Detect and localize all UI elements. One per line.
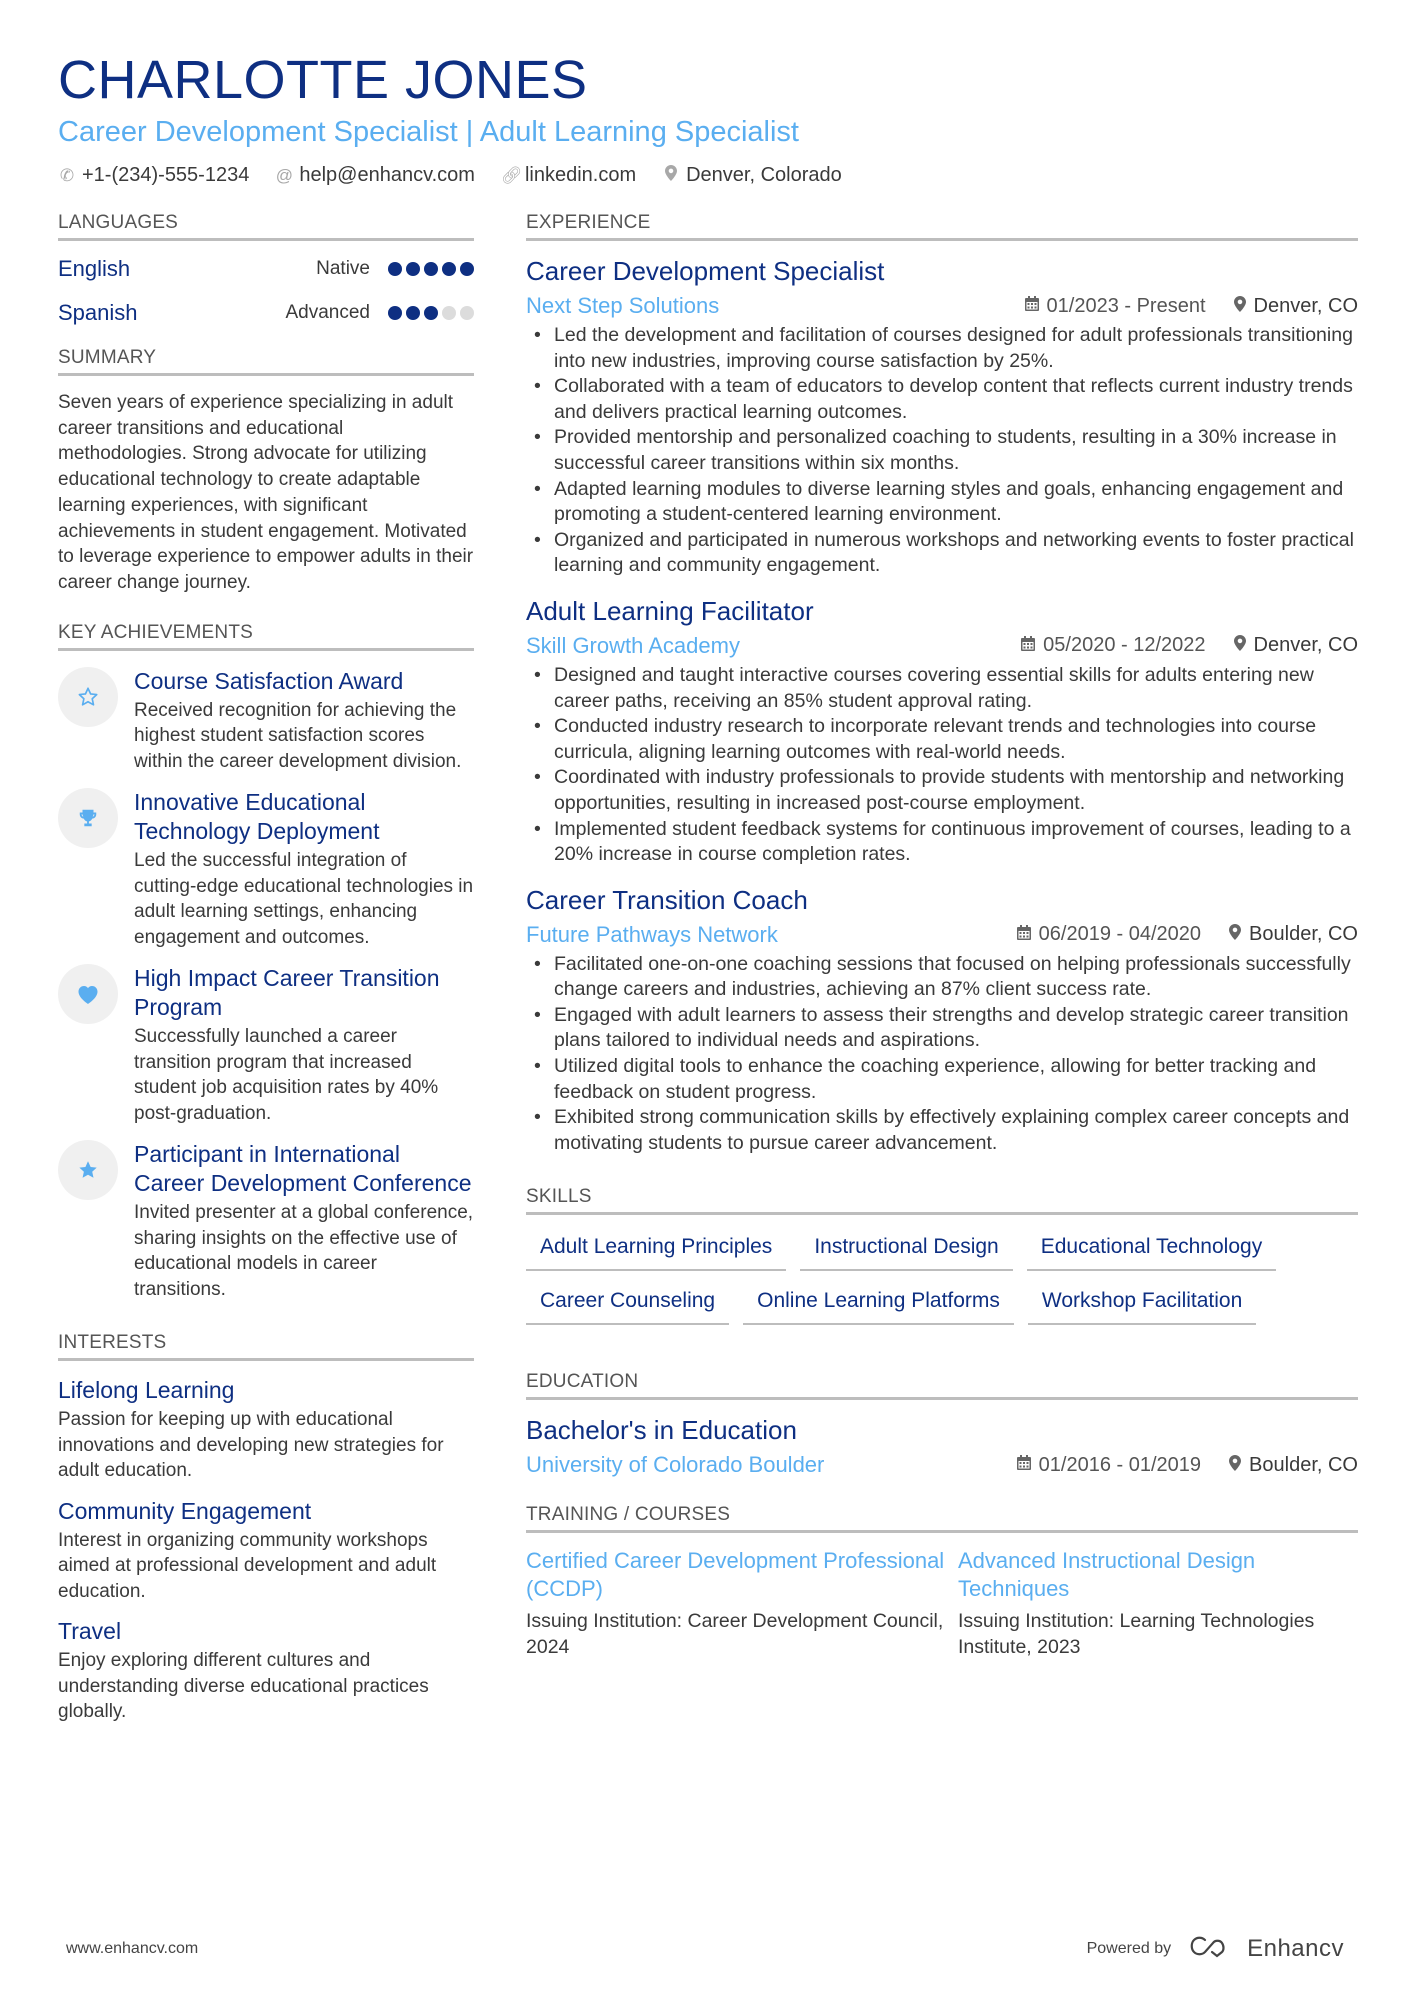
language-item (58, 291, 474, 335)
trophy-icon (58, 788, 118, 848)
proficiency-dots (388, 262, 474, 276)
section-heading: TRAINING / COURSES (526, 1504, 1358, 1533)
powered-by-text: Powered by (1086, 1939, 1172, 1957)
skills-list (526, 1231, 1358, 1325)
location-icon (1234, 635, 1246, 656)
bullet-item: • Engaged with adult learners to assess their strengths and develop strategic career transition plans tailored to individual needs and aspirations. (526, 1003, 1358, 1054)
proficiency-dots (388, 306, 474, 320)
job-title: Career Transition Coach (526, 884, 808, 915)
language-item (58, 247, 474, 291)
interest-desc: Interest in organizing community workshops aimed at professional development and adult education. (58, 1529, 437, 1602)
job-location: Boulder, CO (1249, 923, 1358, 946)
achievement-item (58, 667, 474, 775)
job-title: Adult Learning Facilitator (526, 595, 814, 626)
bullet-item: • Led the development and facilitation of courses designed for adult professionals transitioning into new industries, improving course satisfaction by 25%. (526, 323, 1358, 374)
job-entry (526, 884, 1358, 1157)
skill-tag: Career Counseling (526, 1285, 729, 1325)
summary-section (58, 347, 474, 596)
job-location: Denver, CO (1253, 634, 1358, 657)
school-name: University of Colorado Boulder (526, 1452, 825, 1478)
job-location: Denver, CO (1253, 294, 1358, 317)
interest-desc: Enjoy exploring different cultures and understanding diverse educational practices globally. (58, 1650, 429, 1723)
course-title: Certified Career Development Professional (CCDP) (526, 1548, 945, 1602)
job-dates: 05/2020 - 12/2022 (1043, 634, 1206, 657)
phone-text: +1-(234)-555-1234 (82, 164, 250, 186)
contact-linkedin[interactable] (501, 164, 636, 187)
bullet-item: • Utilized digital tools to enhance the coaching experience, allowing for better tracking and feedback on student progress. (526, 1054, 1358, 1105)
achievement-desc: Received recognition for achieving the highest student satisfaction scores within the career development division. (134, 699, 462, 772)
company-name: Next Step Solutions (526, 293, 720, 318)
achievements-section (58, 622, 474, 1303)
education-dates: 01/2016 - 01/2019 (1038, 1453, 1202, 1476)
achievement-desc: Invited presenter at a global conference, sharing insights on the effective use of educational models in career transitions. (134, 1202, 474, 1300)
achievement-title: High Impact Career Transition Program (134, 965, 440, 1021)
skills-section (526, 1186, 1358, 1325)
star-outline-icon (58, 667, 118, 727)
section-heading: LANGUAGES (58, 212, 474, 241)
footer-branding (1087, 1934, 1344, 1963)
section-heading: KEY ACHIEVEMENTS (58, 622, 474, 651)
course-title: Advanced Instructional Design Techniques (958, 1548, 1256, 1602)
location-text: Denver, Colorado (686, 164, 842, 186)
job-dates: 06/2019 - 04/2020 (1038, 923, 1202, 946)
bullet-item: • Designed and taught interactive courses covering essential skills for adults entering new career paths, receiving an 85% student approval rating. (526, 663, 1358, 714)
location-icon (1229, 924, 1241, 945)
contact-phone (58, 164, 249, 187)
job-entry (526, 255, 1358, 579)
resume-header (58, 48, 1358, 187)
section-heading: SKILLS (526, 1186, 1358, 1215)
contact-email[interactable] (275, 164, 475, 187)
footer-website[interactable]: www.enhancv.com (66, 1940, 199, 1957)
skill-tag: Instructional Design (800, 1231, 1012, 1271)
course-item (526, 1547, 958, 1660)
location-icon (1234, 296, 1246, 317)
bullet-item: • Adapted learning modules to diverse learning styles and goals, enhancing engagement and promoting a student-centered learning environment. (526, 477, 1358, 528)
job-bullets (526, 952, 1358, 1157)
skill-tag: Online Learning Platforms (743, 1285, 1014, 1325)
star-filled-icon (58, 1140, 118, 1200)
job-bullets (526, 663, 1358, 868)
course-desc: Issuing Institution: Career Development Council, 2024 (526, 1610, 944, 1658)
language-level: Native (316, 258, 370, 279)
bullet-item: • Conducted industry research to incorporate relevant trends and technologies into course curricula, aligning learning outcomes with real-world needs. (526, 714, 1358, 765)
brand-name: Enhancv (1247, 1934, 1344, 1962)
contact-location (662, 164, 842, 187)
experience-section (526, 212, 1358, 1156)
interest-title: Lifelong Learning (58, 1377, 235, 1404)
course-item (958, 1547, 1358, 1660)
calendar-icon (1017, 1455, 1031, 1475)
achievement-title: Course Satisfaction Award (134, 667, 404, 694)
interest-title: Community Engagement (58, 1497, 312, 1524)
location-icon (1229, 1455, 1241, 1476)
section-heading: EDUCATION (526, 1371, 1358, 1400)
summary-text: Seven years of experience specializing in adult career transitions and educational methodologies. Strong advocate for utilizing educational technology to create adaptable learning experiences, with significant achievements in student engagement. Motivated to leverage experience to empower adults in their career change journey. (58, 392, 474, 593)
calendar-icon (1021, 636, 1035, 656)
achievement-item (58, 964, 474, 1126)
achievement-title: Participant in International Career Development Conference (134, 1141, 472, 1197)
job-dates: 01/2023 - Present (1046, 294, 1206, 317)
right-column (526, 212, 1358, 1660)
degree-title: Bachelor's in Education (526, 1415, 797, 1446)
education-section (526, 1371, 1358, 1480)
section-heading: SUMMARY (58, 347, 474, 376)
candidate-name: CHARLOTTE JONES (58, 50, 588, 110)
company-name: Future Pathways Network (526, 921, 778, 947)
interest-title: Travel (58, 1618, 122, 1645)
linkedin-text[interactable]: linkedin.com (524, 164, 637, 186)
course-desc: Issuing Institution: Learning Technologies Institute, 2023 (958, 1610, 1315, 1658)
interest-desc: Passion for keeping up with educational innovations and developing new strategies for adult education. (58, 1409, 444, 1482)
bullet-item: • Coordinated with industry professionals to provide students with mentorship and networking opportunities, resulting in increased post-course employment. (526, 765, 1358, 816)
achievement-item (58, 788, 474, 950)
enhancv-logo-icon (1185, 1934, 1233, 1963)
location-icon (662, 165, 680, 186)
languages-section (58, 212, 474, 335)
achievement-desc: Successfully launched a career transition program that increased student job acquisition rates by 40% post-graduation. (134, 1026, 439, 1124)
job-title: Career Development Specialist (526, 256, 885, 286)
contact-bar (58, 164, 1358, 187)
section-heading: INTERESTS (58, 1332, 474, 1361)
training-section (526, 1504, 1358, 1660)
bullet-item: • Exhibited strong communication skills by effectively explaining complex career concepts and motivating students to pursue career advancement. (526, 1105, 1358, 1156)
interests-section (58, 1332, 474, 1725)
skill-tag: Adult Learning Principles (526, 1231, 786, 1271)
language-name: English (58, 256, 131, 281)
achievement-title: Innovative Educational Technology Deployment (134, 789, 380, 845)
heart-icon (58, 964, 118, 1024)
language-level: Advanced (285, 302, 370, 323)
skill-tag: Workshop Facilitation (1028, 1285, 1256, 1325)
bullet-item: • Facilitated one-on-one coaching sessions that focused on helping professionals successfully change careers and industries, achieving an 87% client success rate. (526, 952, 1358, 1003)
section-heading: EXPERIENCE (526, 212, 1358, 241)
language-name: Spanish (58, 300, 138, 325)
at-icon: @ (275, 165, 293, 185)
achievement-item (58, 1140, 474, 1302)
job-entry (526, 595, 1358, 868)
job-bullets (526, 323, 1358, 579)
bullet-item: • Implemented student feedback systems for continuous improvement of courses, leading to a 20% increase in course completion rates. (526, 817, 1358, 868)
calendar-icon (1025, 296, 1039, 316)
bullet-item: • Collaborated with a team of educators to develop content that reflects current industry trends and delivers practical learning outcomes. (526, 374, 1358, 425)
skill-tag: Educational Technology (1027, 1231, 1276, 1271)
bullet-item: • Organized and participated in numerous workshops and networking events to foster practical learning and community engagement. (526, 528, 1358, 579)
achievement-desc: Led the successful integration of cutting-edge educational technologies in adult learning settings, enhancing engagement and outcomes. (134, 850, 474, 948)
candidate-title: Career Development Specialist | Adult Learning Specialist (58, 116, 799, 148)
phone-icon: ✆ (59, 165, 75, 185)
left-column (58, 212, 474, 1725)
company-name: Skill Growth Academy (526, 632, 740, 658)
education-location: Boulder, CO (1249, 1453, 1358, 1476)
calendar-icon (1017, 925, 1031, 945)
email-text[interactable]: help@enhancv.com (299, 164, 475, 186)
bullet-item: • Provided mentorship and personalized coaching to students, resulting in a 30% increase in successful career transitions within six months. (526, 425, 1358, 476)
link-icon: 🔗︎ (500, 165, 523, 185)
